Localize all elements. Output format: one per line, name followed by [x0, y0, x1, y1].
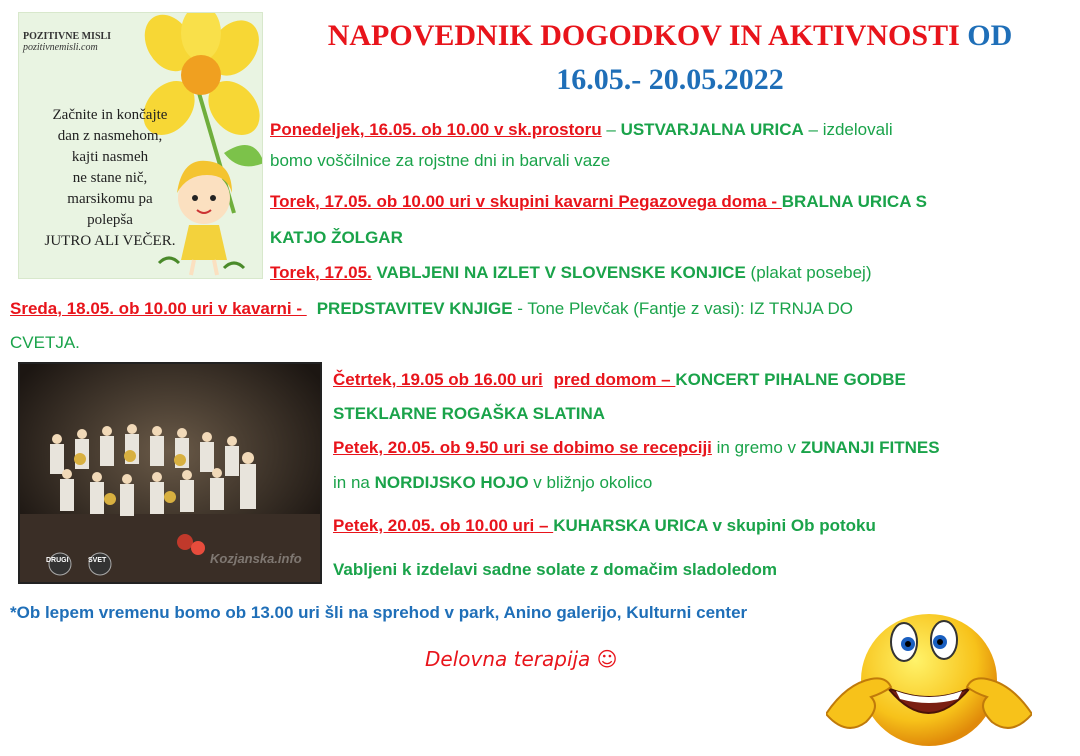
event-friday-cooking-desc: Vabljeni k izdelavi sadne solate z domačim sladoledom [333, 560, 778, 579]
smiley-pointing-icon [826, 604, 1032, 750]
photo-watermark: Kozjanska.info [210, 551, 302, 566]
quote-text: Začnite in končajte dan z nasmehom, kajti nasmeh ne stane nič, marsikomu pa polepša JUTRO ALI VEČER. [44, 107, 176, 249]
footer-signature: Delovna terapija ☺ [425, 647, 618, 671]
event-wednesday: Sreda, 18.05. ob 10.00 uri v kavarni - PREDSTAVITEV KNJIGE - Tone Plevčak (Fantje z vasi): IZ TRNJA DO [10, 299, 853, 318]
photo-badge-1: DRUGI [46, 557, 69, 564]
event-friday-desc: in na NORDIJSKO HOJO v bližnjo okolico [333, 473, 653, 492]
event-thursday-desc: STEKLARNE ROGAŠKA SLATINA [333, 404, 605, 423]
weather-note: *Ob lepem vremenu bomo ob 13.00 uri šli na sprehod v park, Anino galerijo, Kulturni center [10, 603, 748, 622]
event-tuesday: Torek, 17.05. ob 10.00 uri v skupini kavarni Pegazovega doma - BRALNA URICA S [270, 192, 927, 211]
page-title: NAPOVEDNIK DOGODKOV IN AKTIVNOSTI OD [327, 19, 1013, 52]
band-photo-image [20, 364, 320, 582]
event-tuesday-desc: KATJO ŽOLGAR [270, 228, 403, 247]
page-date-range: 16.05.- 20.05.2022 [556, 63, 784, 96]
event-friday: Petek, 20.05. ob 9.50 uri se dobimo se recepciji in gremo v ZUNANJI FITNES [333, 438, 940, 457]
quote-brand: POZITIVNE MISLI [23, 31, 112, 42]
band-photo [18, 362, 322, 584]
photo-badge-2: SVET [88, 557, 107, 564]
event-friday-cooking: Petek, 20.05. ob 10.00 uri – KUHARSKA URICA v skupini Ob potoku [333, 516, 876, 535]
quote-card [18, 12, 263, 279]
event-monday: Ponedeljek, 16.05. ob 10.00 v sk.prostoru – USTVARJALNA URICA – izdelovali [270, 120, 893, 139]
event-tuesday-trip: Torek, 17.05. VABLJENI NA IZLET V SLOVENSKE KONJICE (plakat posebej) [270, 263, 872, 282]
event-monday-desc: bomo voščilnice za rojstne dni in barvali vaze [270, 151, 611, 170]
event-wednesday-desc: CVETJA. [10, 333, 80, 352]
quote-brand-url: pozitivnemisli.com [23, 42, 98, 53]
event-thursday: Četrtek, 19.05 ob 16.00 uri pred domom – KONCERT PIHALNE GODBE [333, 370, 906, 389]
